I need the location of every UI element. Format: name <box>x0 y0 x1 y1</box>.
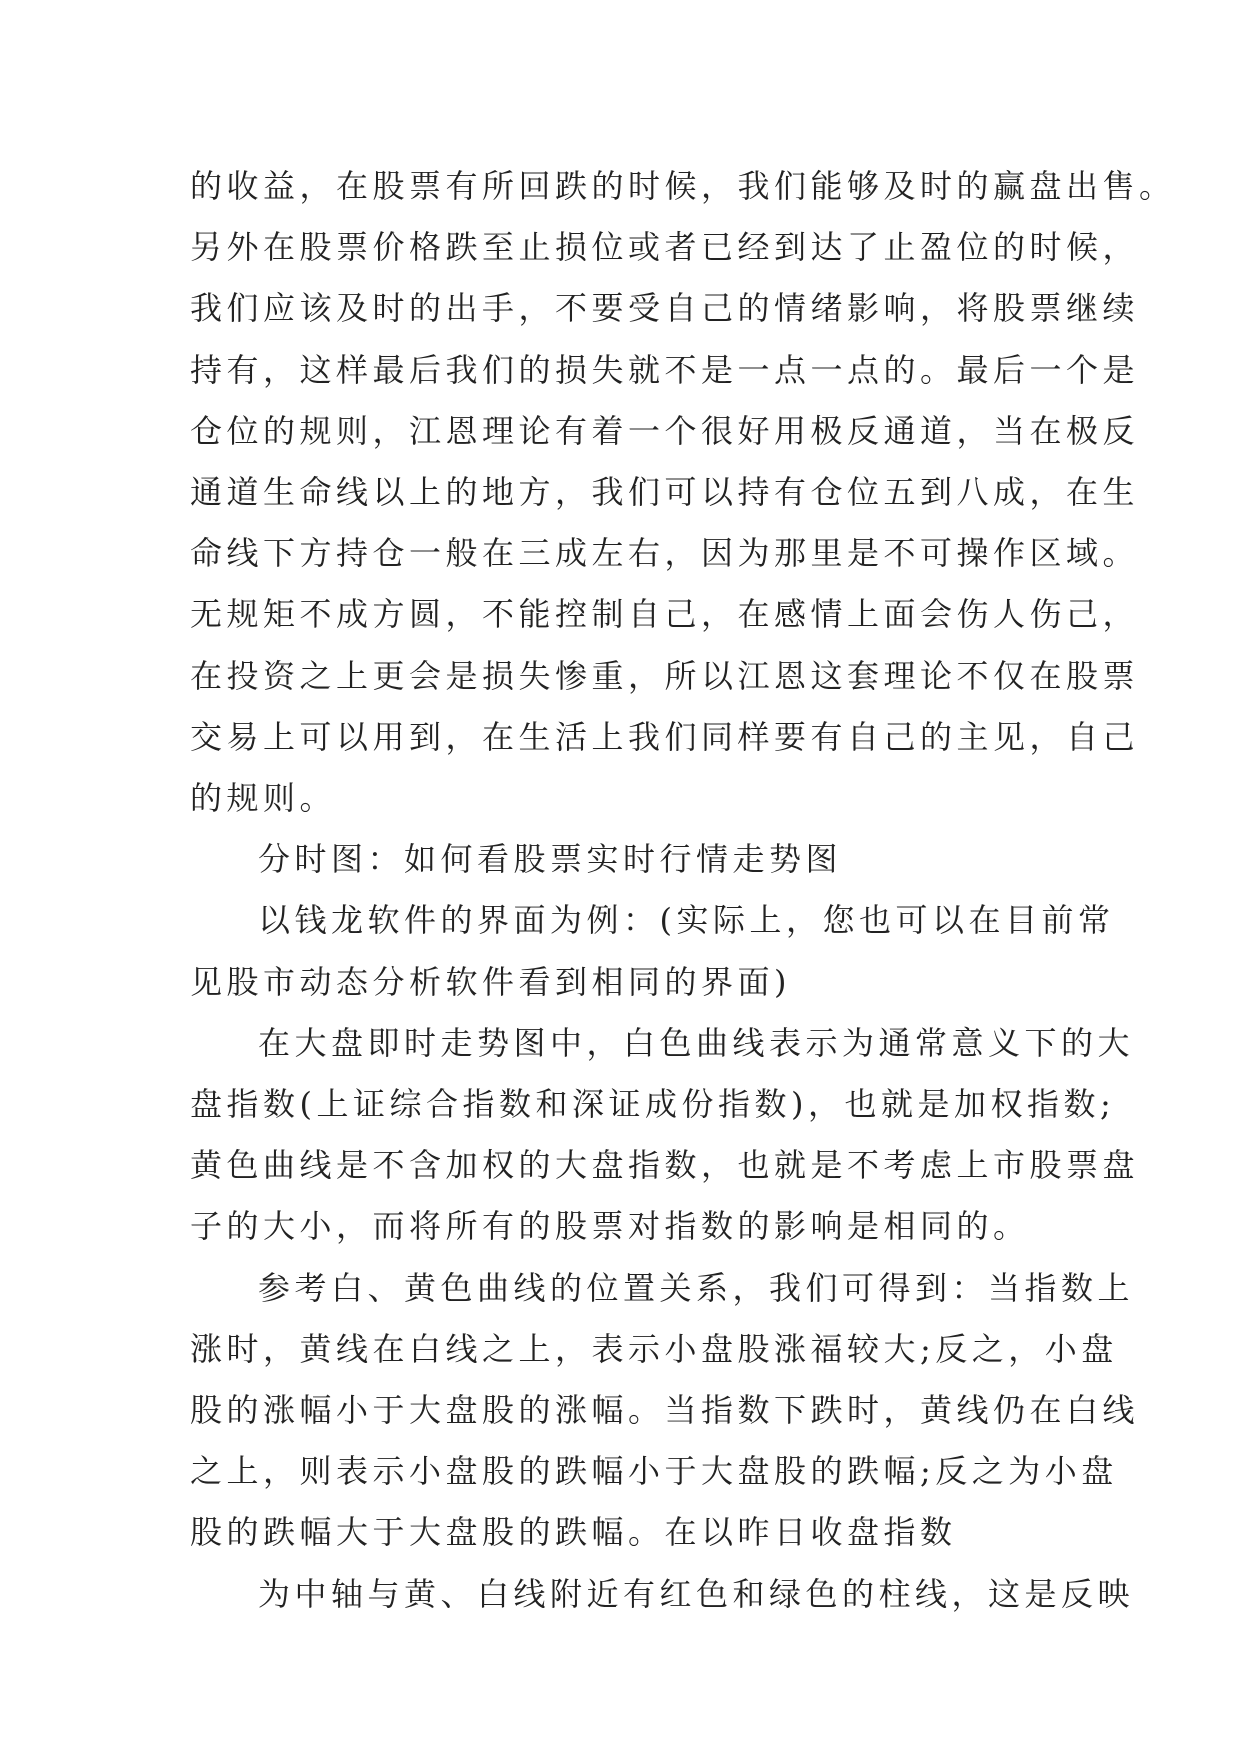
paragraph-stop-loss-rules <box>190 156 1176 829</box>
text-line: 以钱龙软件的界面为例：(实际上，您也可以在目前常 <box>258 901 1115 940</box>
text-line: 分时图：如何看股票实时行情走势图 <box>258 840 843 879</box>
text-line: 命线下方持仓一般在三成左右，因为那里是不可操作区域。 <box>190 534 1140 573</box>
paragraph-red-green-bars <box>190 1564 1135 1625</box>
text-line: 股的跌幅大于大盘股的跌幅。在以昨日收盘指数 <box>190 1513 957 1552</box>
text-line: 子的大小，而将所有的股票对指数的影响是相同的。 <box>190 1207 1030 1246</box>
text-line: 为中轴与黄、白线附近有红色和绿色的柱线，这是反映 <box>258 1574 1135 1613</box>
text-line: 通道生命线以上的地方，我们可以持有仓位五到八成，在生 <box>190 473 1140 512</box>
text-line: 我们应该及时的出手，不要受自己的情绪影响，将股票继续 <box>190 289 1140 328</box>
paragraph-white-yellow-curves <box>190 1013 1140 1258</box>
text-line: 交易上可以用到，在生活上我们同样要有自己的主见，自己 <box>190 717 1140 756</box>
text-line: 股的涨幅小于大盘股的涨幅。当指数下跌时，黄线仍在白线 <box>190 1391 1140 1430</box>
section-heading-timeshare-chart <box>190 829 1050 890</box>
text-line: 参考白、黄色曲线的位置关系，我们可得到：当指数上 <box>258 1268 1135 1307</box>
paragraph-curve-relationship <box>190 1258 1140 1564</box>
text-line: 之上，则表示小盘股的跌幅小于大盘股的跌幅;反之为小盘 <box>190 1452 1118 1491</box>
text-line: 涨时，黄线在白线之上，表示小盘股涨福较大;反之，小盘 <box>190 1329 1118 1368</box>
document-body <box>190 156 1176 1625</box>
text-line: 无规矩不成方圆，不能控制自己，在感情上面会伤人伤己， <box>190 595 1140 634</box>
text-line: 见股市动态分析软件看到相同的界面) <box>190 962 791 1001</box>
text-line: 盘指数(上证综合指数和深证成份指数)，也就是加权指数; <box>190 1085 1116 1124</box>
text-line: 黄色曲线是不含加权的大盘指数，也就是不考虑上市股票盘 <box>190 1146 1140 1185</box>
text-line: 仓位的规则，江恩理论有着一个很好用极反通道，当在极反 <box>190 411 1140 450</box>
text-line: 的规则。 <box>190 779 337 818</box>
text-line: 在大盘即时走势图中，白色曲线表示为通常意义下的大 <box>258 1023 1135 1062</box>
text-line: 另外在股票价格跌至止损位或者已经到达了止盈位的时候， <box>190 228 1140 267</box>
text-line: 的收益，在股票有所回跌的时候，我们能够及时的赢盘出售。 <box>190 167 1176 205</box>
text-line: 持有，这样最后我们的损失就不是一点一点的。最后一个是 <box>190 350 1140 389</box>
paragraph-software-example <box>190 890 1115 1012</box>
text-line: 在投资之上更会是损失惨重，所以江恩这套理论不仅在股票 <box>190 656 1140 695</box>
